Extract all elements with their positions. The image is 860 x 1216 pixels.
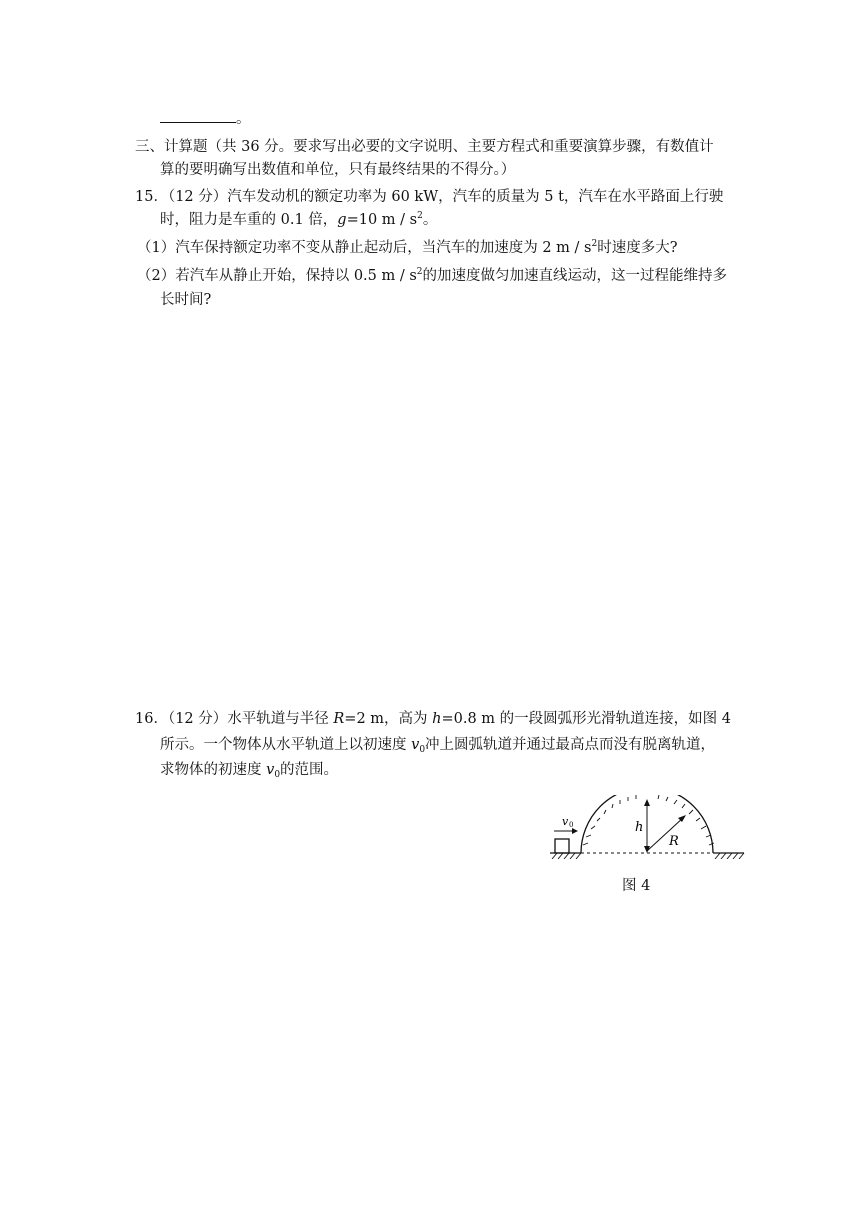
q16-number: 16． — [135, 711, 168, 727]
blank-tail: 。 — [236, 111, 251, 127]
q16-text-1b: =2 m，高为 — [344, 711, 433, 727]
h-symbol: h — [432, 711, 442, 727]
q15-part1-b: 时速度多大? — [597, 240, 678, 256]
q15-text-2a: 时，阻力是车重的 0.1 倍， — [160, 212, 338, 228]
answer-blank-line — [160, 108, 251, 129]
q15-part2 — [137, 266, 727, 286]
block — [555, 839, 569, 853]
v-subscript-2: 0 — [274, 770, 281, 780]
q16-line1 — [135, 709, 731, 729]
figure-4-diagram — [548, 795, 748, 859]
fig-label-v: v — [562, 815, 569, 828]
q16-text-1a: （12 分）水平轨道与半径 — [167, 711, 334, 727]
q15-part2-line2: 长时间? — [160, 292, 212, 308]
r-symbol: R — [333, 711, 345, 727]
q16-text-2a: 所示。一个物体从水平轨道上以初速度 — [160, 737, 412, 753]
answer-blank — [160, 108, 236, 123]
q15-part2-a: （2）若汽车从静止开始，保持以 0.5 m / s — [137, 268, 417, 284]
q15-number: 15． — [135, 189, 168, 205]
q15-line1 — [135, 187, 723, 207]
v-subscript: 0 — [419, 745, 426, 755]
q15-part1-a: （1）汽车保持额定功率不变从静止起动后，当汽车的加速度为 2 m / s — [137, 240, 592, 256]
g-symbol: g — [337, 212, 347, 228]
q15-line2 — [160, 210, 437, 230]
fig-label-v-sub: 0 — [569, 821, 574, 829]
fig-label-h: h — [635, 820, 644, 835]
fig-label-r: R — [669, 834, 679, 849]
h-arrow-top — [644, 799, 650, 806]
q16-text-3b: 的范围。 — [280, 762, 339, 778]
q15-part1-exp: 2 — [591, 239, 598, 249]
q15-part2-exp: 2 — [416, 267, 423, 277]
figure-4-caption: 图 4 — [622, 878, 651, 894]
q16-text-3a: 求物体的初速度 — [160, 762, 267, 778]
section3-heading-line1: 三、计算题（共 36 分。要求写出必要的文字说明、主要方程式和重要演算步骤，有数值计 — [135, 139, 714, 155]
q15-exp: 2 — [417, 211, 423, 221]
section3-heading-line2: 算的要明确写出数值和单位，只有最终结果的不得分。） — [160, 162, 516, 178]
q15-text-2b: =10 m / s — [346, 212, 418, 228]
q16-line3 — [160, 760, 338, 780]
q16-text-2b: 冲上圆弧轨道并通过最高点而没有脱离轨道， — [425, 737, 716, 753]
v-symbol: v — [411, 737, 420, 753]
q15-text-2c: 。 — [422, 212, 438, 228]
q15-part1 — [137, 238, 677, 258]
q15-text-1: （12 分）汽车发动机的额定功率为 60 kW，汽车的质量为 5 t，汽车在水平路面上行驶 — [167, 189, 724, 205]
q16-text-1c: =0.8 m 的一段圆弧形光滑轨道连接，如图 4 — [441, 711, 731, 727]
q15-part2-b: 的加速度做匀加速直线运动，这一过程能维持多 — [422, 268, 728, 284]
q16-line2 — [160, 735, 715, 755]
v-symbol-2: v — [266, 762, 275, 778]
